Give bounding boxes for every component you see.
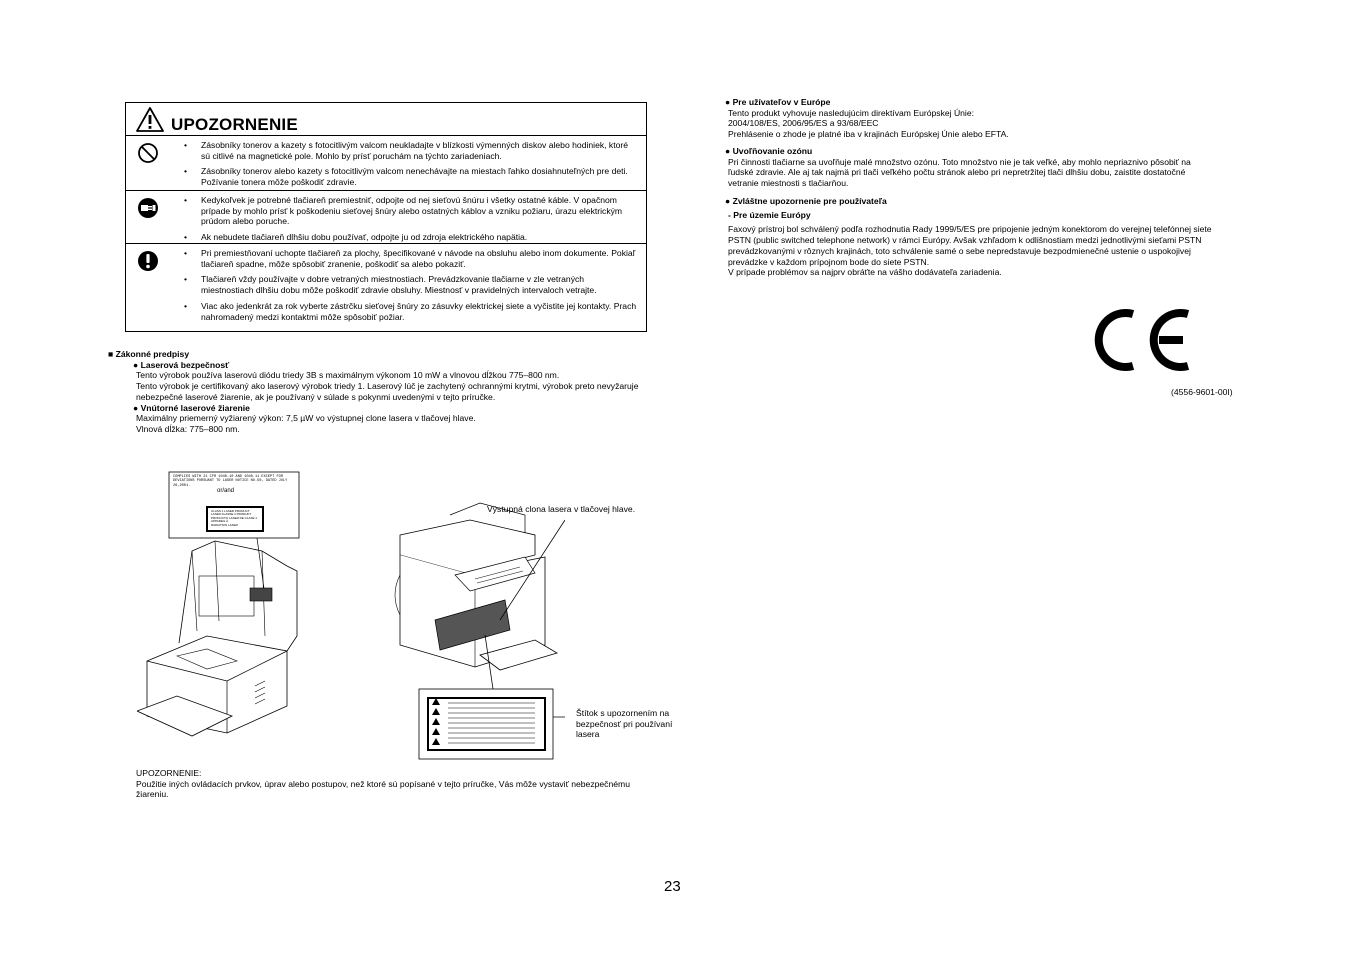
- laser-line: Tento výrobok je certifikovaný ako laserový výrobok triedy 1. Laserový lúč je zachytený ochrannými krytmi, výrobok preto nevyžaruje nebezpečné laserové žiarenie, ak je používaný v súlade s pokynmi uvedenými v tejto príručke.: [136, 381, 639, 402]
- right-column: [725, 97, 1215, 278]
- europe-line: Tento produkt vyhovuje nasledujúcim direktívam Európskej Únie:: [728, 107, 974, 118]
- caution-title: UPOZORNENIE:: [136, 768, 202, 778]
- laser-heading: ● Laserová bezpečnosť: [133, 359, 230, 370]
- printer-figure-right: [385, 495, 565, 765]
- warning-item: • Zásobníky tonerov a kazety s fotocitlivým valcom neukladajte v blízkosti výmenných diskov alebo hodiniek, ktoré sú citlivé na magnetické pole. Mohlo by prísť poruchám na týchto zariadeniach.: [184, 140, 638, 161]
- inner-laser-line: Vlnová dĺžka: 775–800 nm.: [136, 424, 240, 435]
- legal-heading: ■ Zákonné predpisy: [108, 349, 190, 359]
- unplug-icon: [137, 197, 159, 219]
- caution-section: [136, 768, 656, 800]
- mfp-illustration: [385, 495, 565, 765]
- europe-line: Prehlásenie o zhode je platné iba v krajinách Európskej Únie alebo EFTA.: [728, 129, 1009, 140]
- special-last: V prípade problémov sa najprv obráťte na vášho dodávateľa zariadenia.: [728, 267, 1002, 278]
- europe-line: 2004/108/ES, 2006/95/ES a 93/68/EEC: [728, 118, 879, 129]
- warning-title: UPOZORNENIE: [171, 115, 298, 134]
- ce-mark-icon: [1093, 305, 1195, 375]
- page-number: 23: [664, 878, 681, 895]
- ozone-text: Pri činnosti tlačiarne sa uvoľňuje malé množstvo ozónu. Toto množstvo nie je tak veľké, aby mohlo nepriaznivo pôsobiť na ľudské zdravie. Ale aj tak najmä pri tlači veľkého počtu stránok alebo pri nepretržitej tlači dlhšiu dobu, zaistite dostatočné vetranie miestnosti s tlačiarňou.: [728, 156, 1191, 189]
- warning-label-caption: Štítok s upozornením na bezpečnosť pri používaní lasera: [576, 708, 673, 740]
- laser-line: Tento výrobok používa laserovú diódu triedy 3B s maximálnym výkonom 10 mW a vlnovou dĺžkou 775–800 nm.: [136, 370, 560, 381]
- warning-item: • Tlačiareň vždy používajte v dobre vetraných miestnostiach. Prevádzkovanie tlačiarne v zle vetraných miestnostiach dlhšiu dobu môže poškodiť zdravie obsluhy. Miestnosť v pravidelných intervaloch vetrajte.: [184, 274, 638, 295]
- warning-row-handling: [126, 244, 646, 332]
- inner-laser-line: Maximálny priemerný vyžiarený výkon: 7,5 µW vo výstupnej clone lasera v tlačovej hlave.: [136, 413, 476, 424]
- warning-table: [125, 102, 647, 332]
- ozone-heading: ● Uvoľňovanie ozónu: [725, 145, 813, 156]
- label-orland: or/and: [217, 488, 235, 494]
- label-compliance-text: COMPLIES WITH 21 CFR 1040.10 AND 1040.11 EXCEPT FOR DEVIATIONS PURSUANT TO LASER NOTICE NO.50, DATED JULY 26,2001.: [173, 475, 288, 488]
- warning-item: • Viac ako jedenkrát za rok vyberte zástrčku sieťovej šnúry zo zásuvky elektrickej siete a vyčistite jej kontakty. Prach nahromadený medzi kontaktmi môže spôsobiť požiar.: [184, 301, 638, 322]
- warning-item: • Zásobníky tonerov alebo kazety s fotocitlivým valcom nenechávajte na miestach ľahko dosiahnuteľných pre deti. Požívanie tonera môže poškodiť zdravie.: [184, 166, 638, 187]
- warning-item: • Ak nebudete tlačiareň dlhšiu dobu používať, odpojte ju od zdroja elektrického napätia.: [184, 232, 638, 243]
- aperture-caption: Výstupná clona lasera v tlačovej hlave.: [487, 504, 636, 514]
- warning-list: [184, 140, 638, 193]
- warning-item: • Pri premiestňovaní uchopte tlačiareň za plochy, špecifikované v návode na obsluhu alebo inom dokumente. Pokiaľ tlačiareň spadne, môže spôsobiť zranenie, poškodiť sa alebo pokaziť.: [184, 248, 638, 269]
- europe-heading: ● Pre užívateľov v Európe: [725, 97, 831, 107]
- ce-code: (4556-9601-00I): [1171, 387, 1233, 397]
- exclamation-icon: [137, 250, 159, 272]
- special-text: Faxový prístroj bol schválený podľa rozhodnutia Rady 1999/5/ES pre pripojenie jedným konektorom do verejnej telefónnej siete PSTN (public switched telephone network) v rámci Európy. Avšak vzhľadom k odlišnostiam medzi jednotlivými sieťami PSTN prevádzkovanými v rôznych krajinách, toto schválenie samé o sebe nepredstavuje bezpodmienečné ustenie o uspokojivej prevádzke v každom prípojnom bode do siete PSTN.: [728, 224, 1212, 267]
- warning-list: [184, 195, 638, 248]
- warning-item: • Kedykoľvek je potrebné tlačiareň premiestniť, odpojte od nej sieťovú šnúru i všetky ostatné káble. V opačnom prípade by mohlo prísť k poškodeniu sieťovej šnúry alebo ostatných káblov a vzniku požiaru, úrazu elektrickým prúdom alebo poruche.: [184, 195, 638, 227]
- special-heading: ● Zvláštne upozornenie pre používateľa: [725, 195, 887, 206]
- special-subheading: - Pre územie Európy: [728, 209, 811, 220]
- warning-triangle-icon: [136, 107, 164, 132]
- class1-label-text: CLASS 1 LASER PRODUCT LASER KLASSE 1 PRODUKT PRODUCTO LASER DE CLASE 1 APPAREIL À RADIATION LASER: [211, 509, 257, 527]
- caution-text: Použitie iných ovládacích prvkov, úprav alebo postupov, než ktoré sú popísané v tejto príručke, Vás môže vystaviť nebezpečnému žiareniu.: [136, 778, 630, 800]
- prohibited-icon: [137, 142, 159, 164]
- warning-row-moving: [126, 191, 646, 244]
- warning-header: [126, 103, 646, 136]
- warning-row-storage: [126, 136, 646, 191]
- inner-laser-heading: ● Vnútorné laserové žiarenie: [133, 402, 250, 413]
- warning-list: [184, 248, 638, 327]
- legal-section: [108, 349, 653, 435]
- printer-figure-left: [137, 471, 307, 751]
